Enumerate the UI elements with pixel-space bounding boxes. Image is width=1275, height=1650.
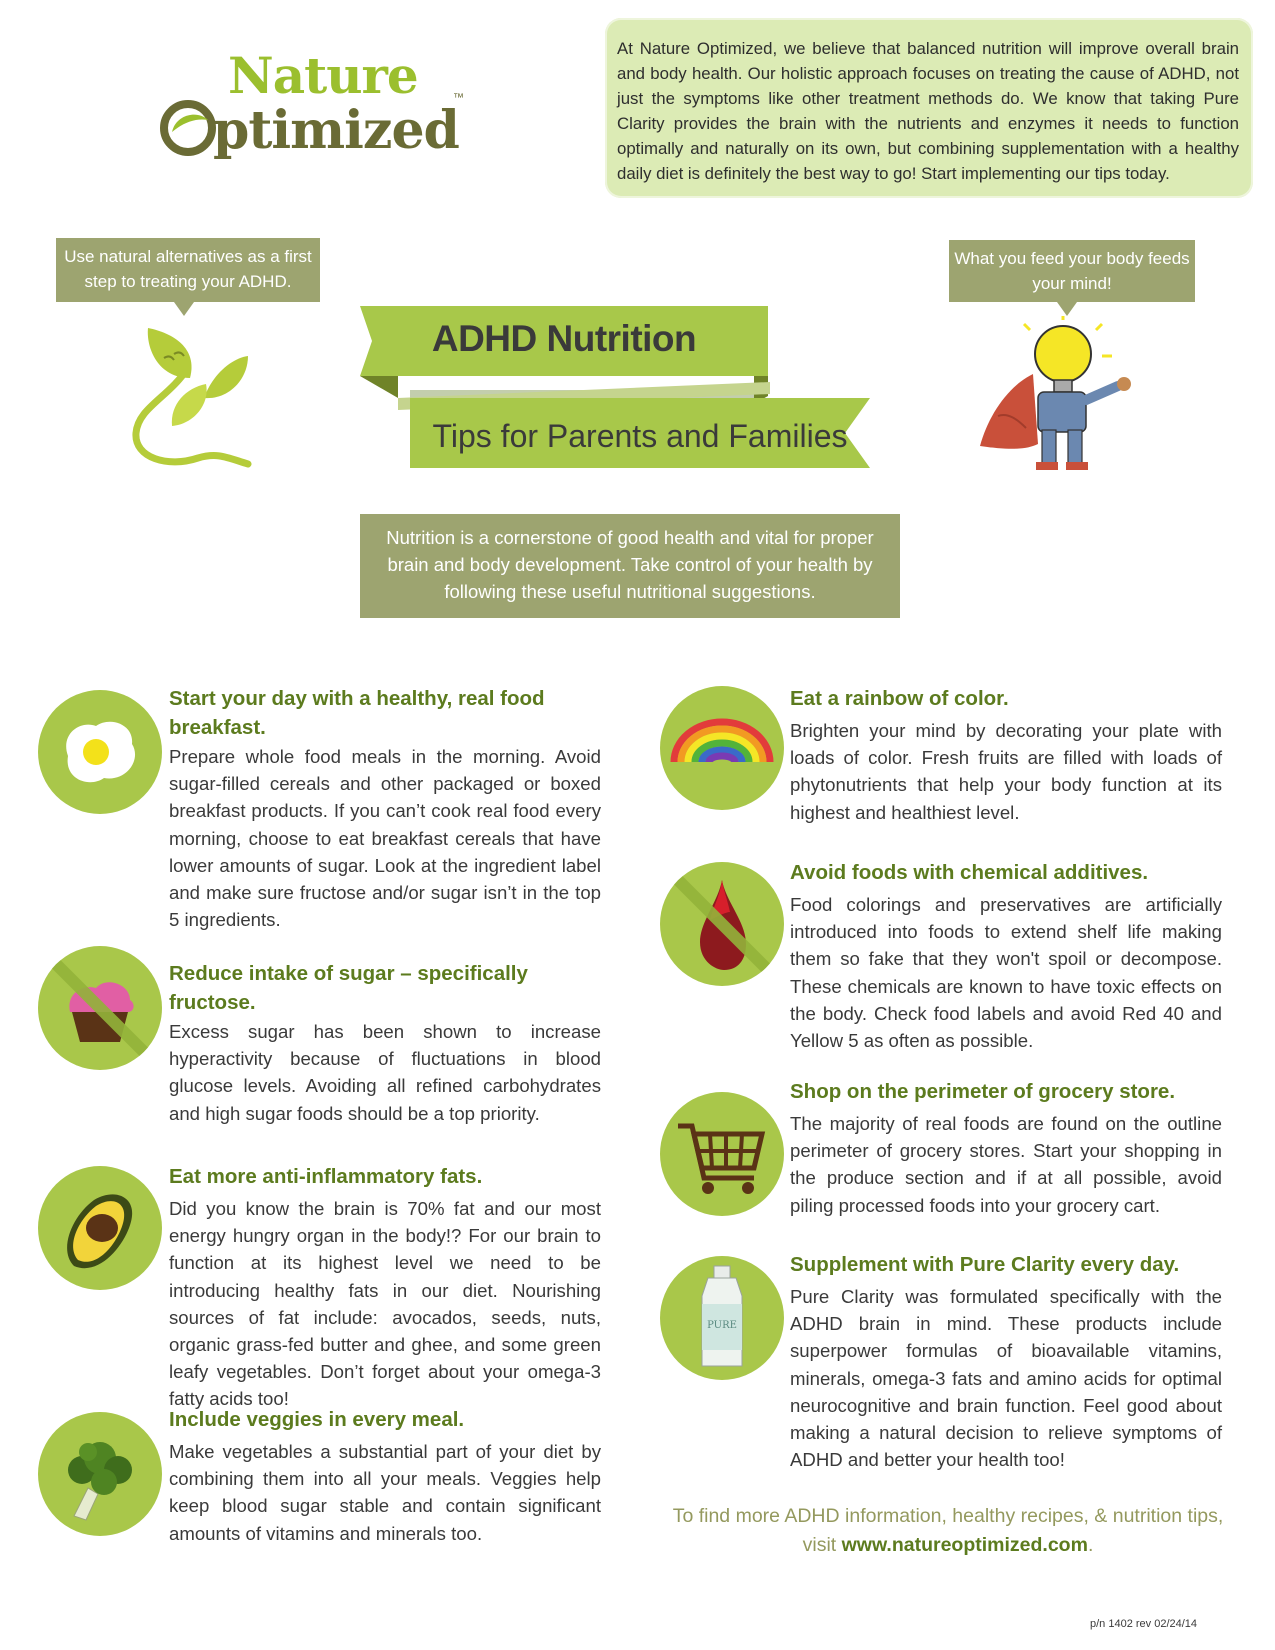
tip-body-veggies: Make vegetables a substantial part of your diet by combining them into all your meals. Veggies help keep blood sugar stable and contain significant amounts of vitamins and minerals too. [169,1441,601,1544]
tip-body-perimeter: The majority of real foods are found on the outline perimeter of grocery stores. Start your shopping in the produce section and if at all possible, avoid piling processed foods into your grocery cart. [790,1113,1222,1216]
tip-body-additives: Food colorings and preservatives are artificially introduced into foods to extend shelf life making them so fake that they won't spoil or decompose. These chemicals are known to have toxic effects on the body. Check food labels and avoid Red 40 and Yellow 5 as often as possible. [790,894,1222,1052]
tip-title-perimeter: Shop on the perimeter of grocery store. [790,1080,1176,1103]
no-additives-icon [660,862,784,986]
logo-text-nature: Nature [228,46,418,105]
intro-text: At Nature Optimized, we believe that balanced nutrition will improve overall brain and body health. Our holistic approach focuses on treating the cause of ADHD, not just the symptoms like other treatment methods do. We know that taking Pure Clarity provides the brain with the nutrients and enzymes it needs to function optimally and naturally on its own, but combining supplementation with a healthy daily diet is definitely the best way to go! Start implementing our tips today. [617,39,1239,183]
nature-optimized-logo [158,46,478,176]
bubble-right-text: What you feed your body feeds your mind! [954,249,1190,293]
tip-title-sugar: Reduce intake of sugar – specifically fructose. [169,962,528,1014]
website-link[interactable]: www.natureoptimized.com [841,1534,1088,1556]
tip-body-rainbow: Brighten your mind by decorating your plate with loads of color. Fresh fruits are filled with loads of phytonutrients that help your body function at its highest and healthiest level. [790,720,1222,823]
tip-title-rainbow: Eat a rainbow of color. [790,687,1009,710]
bottle-label: PURE [707,1320,737,1331]
footer-visit: visit [802,1534,842,1556]
tip-title-fats: Eat more anti-inflammatory fats. [169,1165,483,1188]
tip-body-breakfast: Prepare whole food meals in the morning. Avoid sugar-filled cereals and other packaged or boxed breakfast products. If you can’t cook real food every morning, choose to eat breakfast cereals that have lower amounts of sugar. Look at the ingredient label and make sure fructose and/or sugar isn’t in the top 5 ingredients. [169,746,601,931]
sprout-icon [128,318,268,468]
logo-text-optimized: ptimized [213,100,459,161]
shopping-cart-icon [660,1092,784,1216]
pure-clarity-bottle-icon [660,1256,784,1380]
footer-callout [668,1502,1228,1560]
avocado-icon [38,1166,162,1290]
tip-title-breakfast: Start your day with a healthy, real food breakfast. [169,687,545,739]
part-number: p/n 1402 rev 02/24/14 [1090,1618,1198,1630]
tip-title-supplement: Supplement with Pure Clarity every day. [790,1253,1180,1276]
footer-period: . [1087,1534,1094,1556]
bubble-feed-your-mind [949,240,1195,302]
egg-icon [38,690,162,814]
intro-box [605,18,1253,198]
nutrition-text: Nutrition is a cornerstone of good health and vital for proper brain and body development. Take control of your health by following these useful nutritional suggestions. [386,527,874,602]
banner-title: ADHD Nutrition [431,318,697,359]
nutrition-box [360,514,900,618]
tip-body-fats: Did you know the brain is 70% fat and our most energy hungry organ in the body!? For our brain to function at its highest level we need to be introducing healthy fats in our diet. Nourishing sources of fat include: avocados, seeds, nuts, organic grass-fed butter and ghee, and some green leafy vegetables. Don’t forget about your omega-3 fatty acids too! [169,1198,601,1410]
tip-body-sugar: Excess sugar has been shown to increase hyperactivity because of fluctuations in blood glucose levels. Avoiding all refined carbohydrates and high sugar foods should be a top priority. [169,1021,601,1124]
no-cupcake-icon [38,946,162,1070]
tip-title-additives: Avoid foods with chemical additives. [790,861,1149,884]
bubble-natural-alternatives [56,238,320,302]
broccoli-icon [38,1412,162,1536]
leaf-o-icon [158,96,218,156]
footer-line1: To find more ADHD information, healthy recipes, & nutrition tips, [672,1505,1224,1527]
bubble-left-text: Use natural alternatives as a first step to treating your ADHD. [64,247,312,291]
banner-subtitle: Tips for Parents and Families [432,418,848,454]
lightbulb-hero-icon [978,316,1153,476]
tip-body-supplement: Pure Clarity was formulated specifically with the ADHD brain in mind. These products include superpower formulas of bioavailable vitamins, minerals, omega-3 fats and amino acids for optimal neurocognitive and brain function. Feel good about making a natural decision to relieve symptoms of ADHD and better your health too! [790,1286,1222,1471]
rainbow-icon [660,686,784,810]
tip-title-veggies: Include veggies in every meal. [169,1408,465,1431]
trademark: ™ [453,92,464,104]
